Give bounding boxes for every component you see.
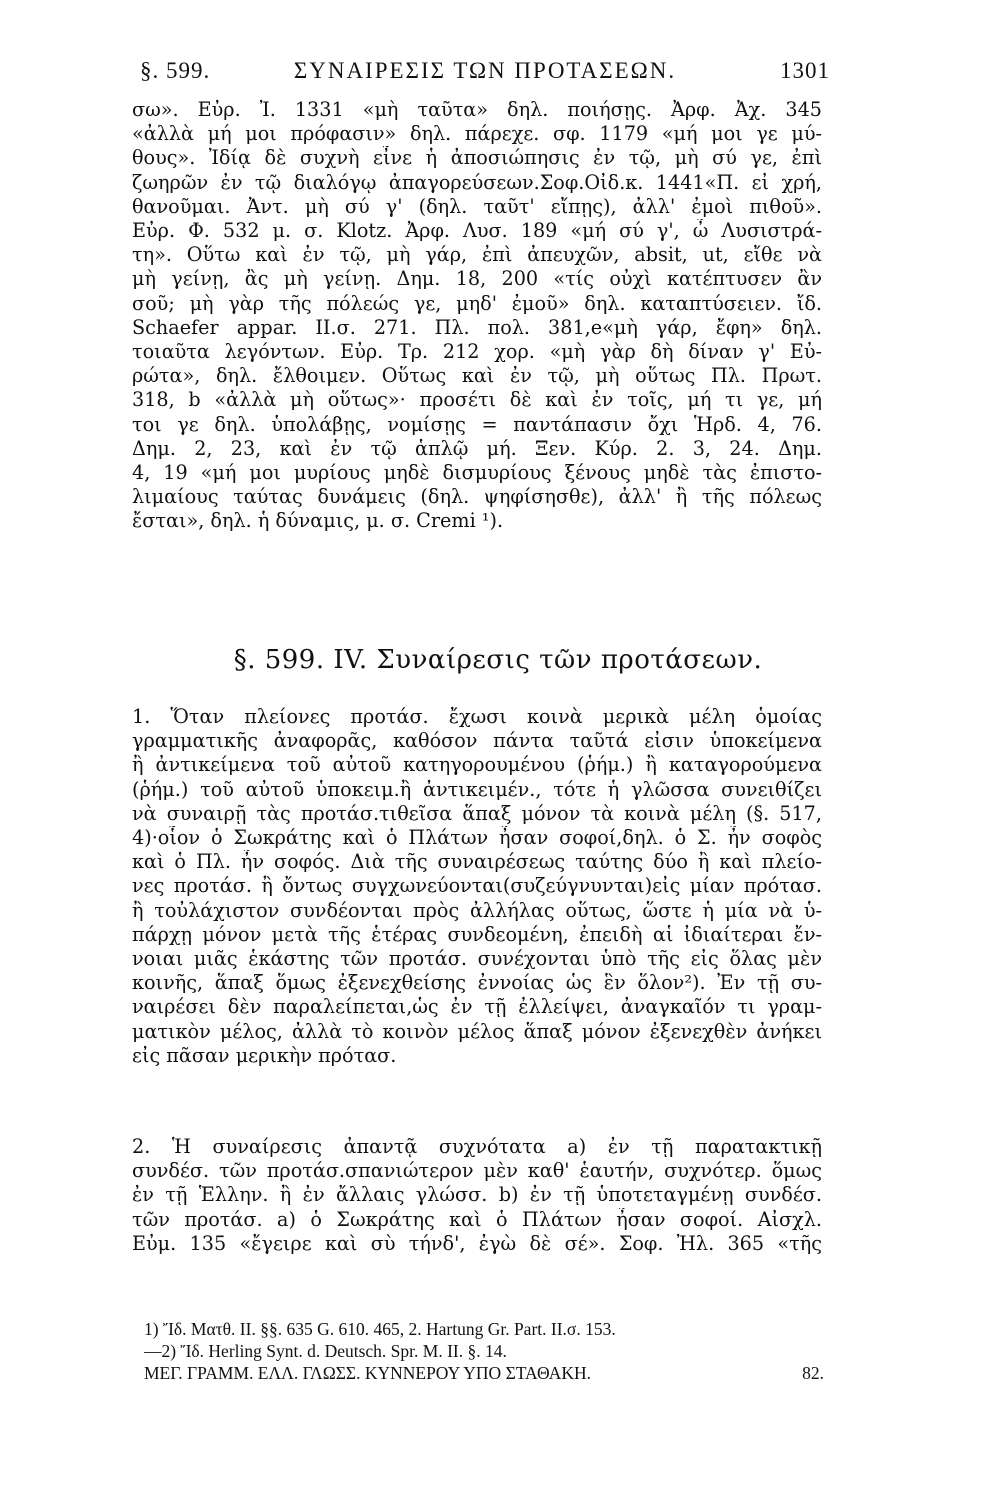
text-line: καὶ ὁ Πλ. ἦν σοφός. Διὰ τῆς συναιρέσεως ταύτης δύο ἢ καὶ πλείο- bbox=[132, 850, 822, 874]
text-line: κοινῆς, ἅπαξ ὅμως ἐξενεχθείσης ἐννοίας ὡς ἓν ὅλον²). Ἐν τῇ συ- bbox=[132, 971, 822, 995]
text-line: Schaefer appar. II.σ. 271. Πλ. πολ. 381,e«μὴ γάρ, ἔφη» δηλ. bbox=[132, 315, 822, 339]
text-line: τοιαῦτα λεγόντων. Εὐρ. Τρ. 212 χορ. «μὴ γὰρ δὴ δίναν γ' Εὐ- bbox=[132, 340, 822, 364]
footnote-line: —2) Ἴδ. Herling Synt. d. Deutsch. Spr. M. II. §. 14. bbox=[144, 1341, 507, 1361]
page-number: 1301 bbox=[780, 58, 830, 83]
text-line: 1. Ὅταν πλείονες προτάσ. ἔχωσι κοινὰ μερικὰ μέλη ὁμοίας bbox=[132, 705, 822, 728]
text-line: ἐν τῇ Ἑλλην. ἢ ἐν ἄλλαις γλώσσ. b) ἐν τῇ ὑποτεταγμένῃ συνδέσ. bbox=[132, 1183, 822, 1207]
text-line: πάρχῃ μόνον μετὰ τῆς ἑτέρας συνδεομένη, ἐπειδὴ αἱ ἰδιαίτεραι ἔν- bbox=[132, 922, 822, 946]
header-section-number: §. 599. bbox=[140, 58, 211, 83]
section-heading: §. 599. IV. Συναίρεσις τῶν προτάσεων. bbox=[233, 645, 763, 675]
text-line: μὴ γείνῃ, ἂς μὴ γείνῃ. Δημ. 18, 200 «τίς οὐχὶ κατέπτυσεν ἂν bbox=[132, 267, 822, 291]
text-line: Δημ. 2, 23, καὶ ἐν τῷ ἁπλῷ μή. Ξεν. Κύρ. 2. 3, 24. Δημ. bbox=[132, 436, 822, 460]
signature-number: 82. bbox=[802, 1363, 824, 1383]
text-line: ζωηρῶν ἐν τῷ διαλόγῳ ἀπαγορεύσεων.Σοφ.Οἰδ.κ. 1441«Π. εἰ χρή, bbox=[132, 170, 822, 194]
text-line: (ῥήμ.) τοῦ αὐτοῦ ὑποκειμ.ἢ ἀντικειμέν., τότε ἡ γλῶσσα συνειθίζει bbox=[132, 777, 822, 801]
signature-text: ΜΕΓ. ΓΡΑΜΜ. ΕΛΛ. ΓΛΩΣΣ. ΚΥΝΝΕΡΟΥ ΥΠΟ ΣΤΑΘΑΚΗ. bbox=[144, 1363, 592, 1383]
footnote-line: 1) Ἴδ. Ματθ. II. §§. 635 G. 610. 465, 2. Hartung Gr. Part. II.σ. 153. bbox=[144, 1319, 616, 1339]
text-line: 4)·οἷον ὁ Σωκράτης καὶ ὁ Πλάτων ἦσαν σοφοί,δηλ. ὁ Σ. ἦν σοφὸς bbox=[132, 826, 822, 850]
text-line: θανοῦμαι. Ἀντ. μὴ σύ γ' (δηλ. ταῦτ' εἴπῃς), ἀλλ' ἐμοὶ πιθοῦ». bbox=[132, 194, 822, 218]
text-line: «ἀλλὰ μή μοι πρόφασιν» δηλ. πάρεχε. σφ. 1179 «μή μοι γε μύ- bbox=[132, 122, 822, 146]
text-line: ἔσται», δηλ. ἡ δύναμις, μ. σ. Cremi ¹). bbox=[132, 509, 504, 533]
text-line: Εὐμ. 135 «ἔγειρε καὶ σὺ τήνδ', ἐγὼ δὲ σέ». Σοφ. Ἠλ. 365 «τῆς bbox=[132, 1231, 822, 1255]
text-line: γραμματικῆς ἀναφορᾶς, καθόσον πάντα ταῦτά εἰσιν ὑποκείμενα bbox=[132, 729, 822, 753]
text-line: ναιρέσει δὲν παραλείπεται,ὡς ἐν τῇ ἐλλείψει, ἀναγκαῖόν τι γραμ- bbox=[132, 995, 822, 1019]
text-line: 2. Ἡ συναίρεσις ἀπαντᾷ συχνότατα a) ἐν τῇ παρατακτικῇ bbox=[132, 1135, 822, 1158]
footnotes bbox=[144, 1318, 824, 1384]
printer-signature bbox=[144, 1362, 824, 1384]
text-line: σοῦ; μὴ γὰρ τῆς πόλεώς γε, μηδ' ἐμοῦ» δηλ. καταπτύσειεν. ἴδ. bbox=[132, 291, 822, 315]
text-line: 4, 19 «μή μοι μυρίους μηδὲ δισμυρίους ξένους μηδὲ τὰς ἐπιστο- bbox=[132, 461, 822, 485]
text-line: ματικὸν μέλος, ἀλλὰ τὸ κοινὸν μέλος ἅπαξ μόνον ἐξενεχθὲν ἀνήκει bbox=[132, 1019, 822, 1043]
paragraph-2 bbox=[132, 1135, 822, 1256]
text-line: ρώτα», δηλ. ἔλθοιμεν. Οὕτως καὶ ἐν τῷ, μὴ οὕτως Πλ. Πρωτ. bbox=[132, 364, 822, 388]
text-line: σω». Εὐρ. Ἰ. 1331 «μὴ ταῦτα» δηλ. ποιήσῃς. Ἀρφ. Ἀχ. 345 bbox=[132, 98, 822, 121]
text-line: νὰ συναιρῇ τὰς προτάσ.τιθεῖσα ἅπαξ μόνον τὰ κοινὰ μέλη (§. 517, bbox=[132, 801, 822, 825]
text-line: λιμαίους ταύτας δυνάμεις (δηλ. ψηφίσησθε), ἀλλ' ἢ τῆς πόλεως bbox=[132, 485, 822, 509]
text-line: τοι γε δηλ. ὑπολάβῃς, νομίσῃς = παντάπασιν ὄχι Ἡρδ. 4, 76. bbox=[132, 412, 822, 436]
text-line: τη». Οὕτω καὶ ἐν τῷ, μὴ γάρ, ἐπὶ ἀπευχῶν, absit, ut, εἴθε νὰ bbox=[132, 243, 822, 267]
text-line: εἰς πᾶσαν μερικὴν πρότασ. bbox=[132, 1043, 397, 1067]
text-line: νοιαι μιᾶς ἑκάστης τῶν προτάσ. συνέχονται ὑπὸ τῆς εἰς ὅλας μὲν bbox=[132, 947, 822, 971]
text-line: συνδέσ. τῶν προτάσ.σπανιώτερον μὲν καθ' ἑαυτήν, συχνότερ. ὅμως bbox=[132, 1159, 822, 1183]
text-line: τῶν προτάσ. a) ὁ Σωκράτης καὶ ὁ Πλάτων ἦσαν σοφοί. Αἰσχλ. bbox=[132, 1207, 822, 1231]
continued-text-block bbox=[132, 98, 822, 534]
text-line: 318, b «ἀλλὰ μὴ οὕτως»· προσέτι δὲ καὶ ἐν τοῖς, μή τι γε, μή bbox=[132, 388, 822, 412]
text-line: Εὐρ. Φ. 532 μ. σ. Klotz. Ἀρφ. Λυσ. 189 «μή σύ γ', ὦ Λυσιστρά- bbox=[132, 219, 822, 243]
text-line: ἢ τοὐλάχιστον συνδέονται πρὸς ἀλλήλας οὕτως, ὥστε ἡ μία νὰ ὑ- bbox=[132, 898, 822, 922]
paragraph-1 bbox=[132, 705, 822, 1068]
text-line: ἢ ἀντικείμενα τοῦ αὐτοῦ κατηγορουμένου (ῥήμ.) ἢ καταγορούμενα bbox=[132, 753, 822, 777]
text-line: θους». Ἰδίᾳ δὲ συχνὴ εἶνε ἡ ἀποσιώπησις ἐν τῷ, μὴ σύ γε, ἐπὶ bbox=[132, 146, 822, 170]
header-title: ΣΥΝΑΙΡΕΣΙΣ ΤΩΝ ΠΡΟΤΑΣΕΩΝ. bbox=[293, 58, 677, 83]
text-line: νες προτάσ. ἢ ὄντως συγχωνεύονται(συζεύγνυνται)εἰς μίαν πρότασ. bbox=[132, 874, 822, 898]
running-header bbox=[140, 48, 830, 88]
